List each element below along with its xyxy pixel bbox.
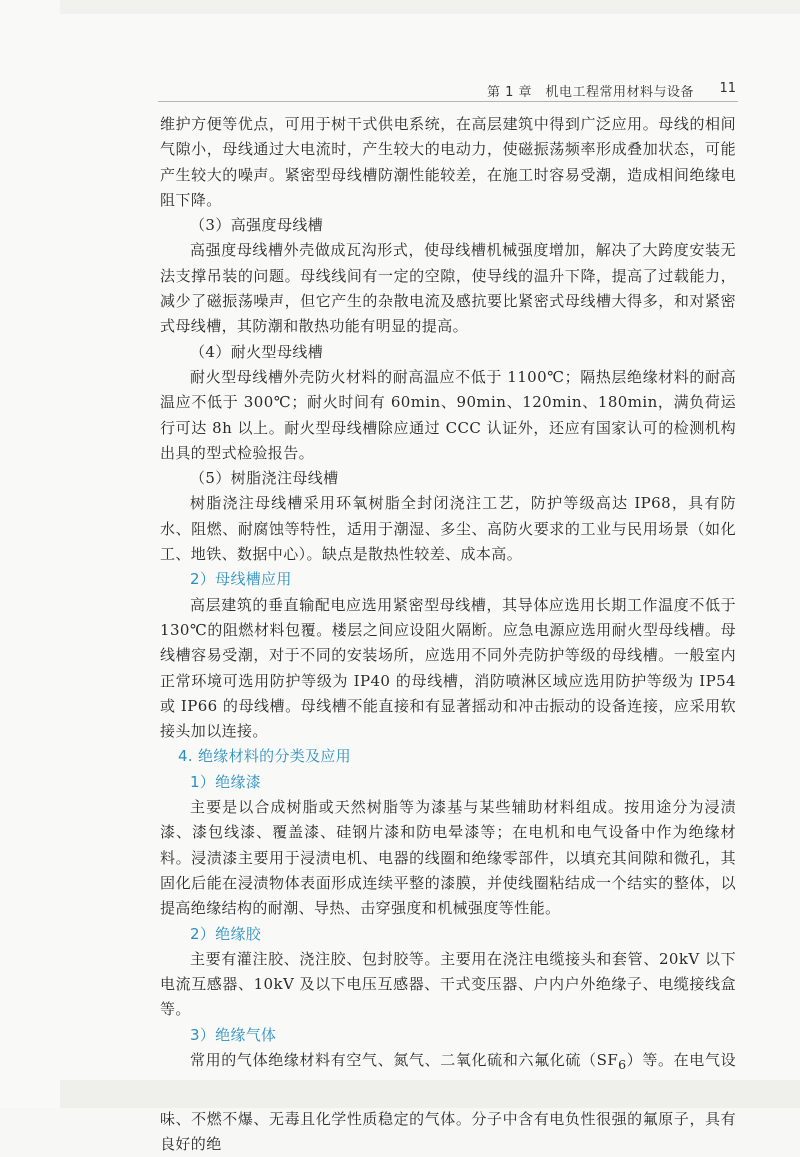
paragraph-insulating-glue: 主要有灌注胶、浇注胶、包封胶等。主要用在浇注电缆接头和套管、20kV 以下电流互感器、10kV 及以下电压互感器、干式变压器、户内户外绝缘子、电缆接线盒等。 [160, 949, 736, 1019]
sf6-subscript-1: 6 [618, 1056, 627, 1072]
heading-busway-application: 2）母线槽应用 [190, 570, 292, 589]
paragraph-insulating-varnish: 主要是以合成树脂或天然树脂等为漆基与某些辅助材料组成。按用途分为浸渍漆、漆包线漆、覆盖漆、硅钢片漆和防电晕漆等；在电机和电气设备中作为绝缘材料。浸渍漆主要用于浸渍电机、电器的线圈和绝缘零部件，以填充其间隙和微孔，其固化后能在浸渍物体表面形成连续平整的漆膜，并使线圈粘结成一个结实的整体，以提高绝缘结构的耐潮、导热、击穿强度和机械强度等性能。 [160, 798, 736, 918]
heading-fire-resistant-busway: （4）耐火型母线槽 [190, 342, 324, 361]
heading-insulating-varnish: 1）绝缘漆 [190, 772, 262, 791]
scan-top-band [60, 0, 800, 14]
paragraph-busway-application: 高层建筑的垂直输配电应选用紧密型母线槽，其导体应选用长期工作温度不低于130℃的阻燃材料包覆。楼层之间应设阻火隔断。应急电源应选用耐火型母线槽。母线槽容易受潮，对于不同的安装场所，应选用不同外壳防护等级的母线槽。一般室内正常环境可选用防护等级为 IP40 的母线槽，消防喷淋区域应选用防护等级为 IP54 或 IP66 的母线槽。母线槽不能直接和有显著摇动和冲击振动的设备连接，应采用软接头加以连接。 [160, 595, 736, 741]
page-header [158, 75, 738, 102]
body-text [160, 112, 736, 1157]
page-number: 11 [719, 81, 736, 96]
paragraph-high-strength-busway: 高强度母线槽外壳做成瓦沟形式，使母线槽机械强度增加，解决了大跨度安装无法支撑吊装的问题。母线线间有一定的空隙，使导线的温升下降，提高了过载能力，减少了磁振荡噪声，但它产生的杂散电流及感抗要比紧密式母线槽大得多，和对紧密式母线槽，其防潮和散热功能有明显的提高。 [160, 241, 736, 336]
gas-text-part2: ）等。在电气设 [626, 1050, 736, 1069]
heading-insulating-gas: 3）绝缘气体 [190, 1025, 277, 1044]
paragraph-compact-busway-cont: 维护方便等优点，可用于树干式供电系统，在高层建筑中得到广泛应用。母线的相间气隙小，母线通过大电流时，产生较大的电动力，使磁振荡频率形成叠加状态，可能产生较大的噪声。紧密型母线槽防潮性能较差，在施工时容易受潮，造成相间绝缘电阻下降。 [160, 115, 736, 209]
gas-text-part1: 常用的气体绝缘材料有空气、氮气、二氧化硫和六氟化硫（SF [190, 1050, 619, 1069]
chapter-title: 第 1 章 机电工程常用材料与设备 [486, 85, 694, 100]
paragraph-fire-resistant-busway: 耐火型母线槽外壳防火材料的耐高温应不低于 1100℃；隔热层绝缘材料的耐高温应不低于 300℃；耐火时间有 60min、90min、120min、180min，满负荷运行可达 8h 以上。耐火型母线槽除应通过 CCC 认证外，还应有国家认可的检测机构出具的型式检验报告。 [160, 367, 736, 462]
heading-insulation-materials: 4. 绝缘材料的分类及应用 [178, 747, 351, 766]
heading-insulating-glue: 2）绝缘胶 [190, 924, 262, 943]
gas-text-part3: 味、不燃不爆、无毒且化学性质稳定的气体。分子中含有电负性很强的氟原子，具有良好的绝 [160, 1109, 736, 1153]
paragraph-resin-busway: 树脂浇注母线槽采用环氧树脂全封闭浇注工艺，防护等级高达 IP68，具有防水、阻燃、耐腐蚀等特性，适用于潮湿、多尘、高防火要求的工业与民用场景（如化工、地铁、数据中心）。缺点是散热性较差、成本高。 [160, 494, 736, 564]
heading-high-strength-busway: （3）高强度母线槽 [190, 216, 324, 235]
heading-resin-busway: （5）树脂浇注母线槽 [190, 469, 339, 488]
scan-bottom-band [60, 1080, 800, 1108]
